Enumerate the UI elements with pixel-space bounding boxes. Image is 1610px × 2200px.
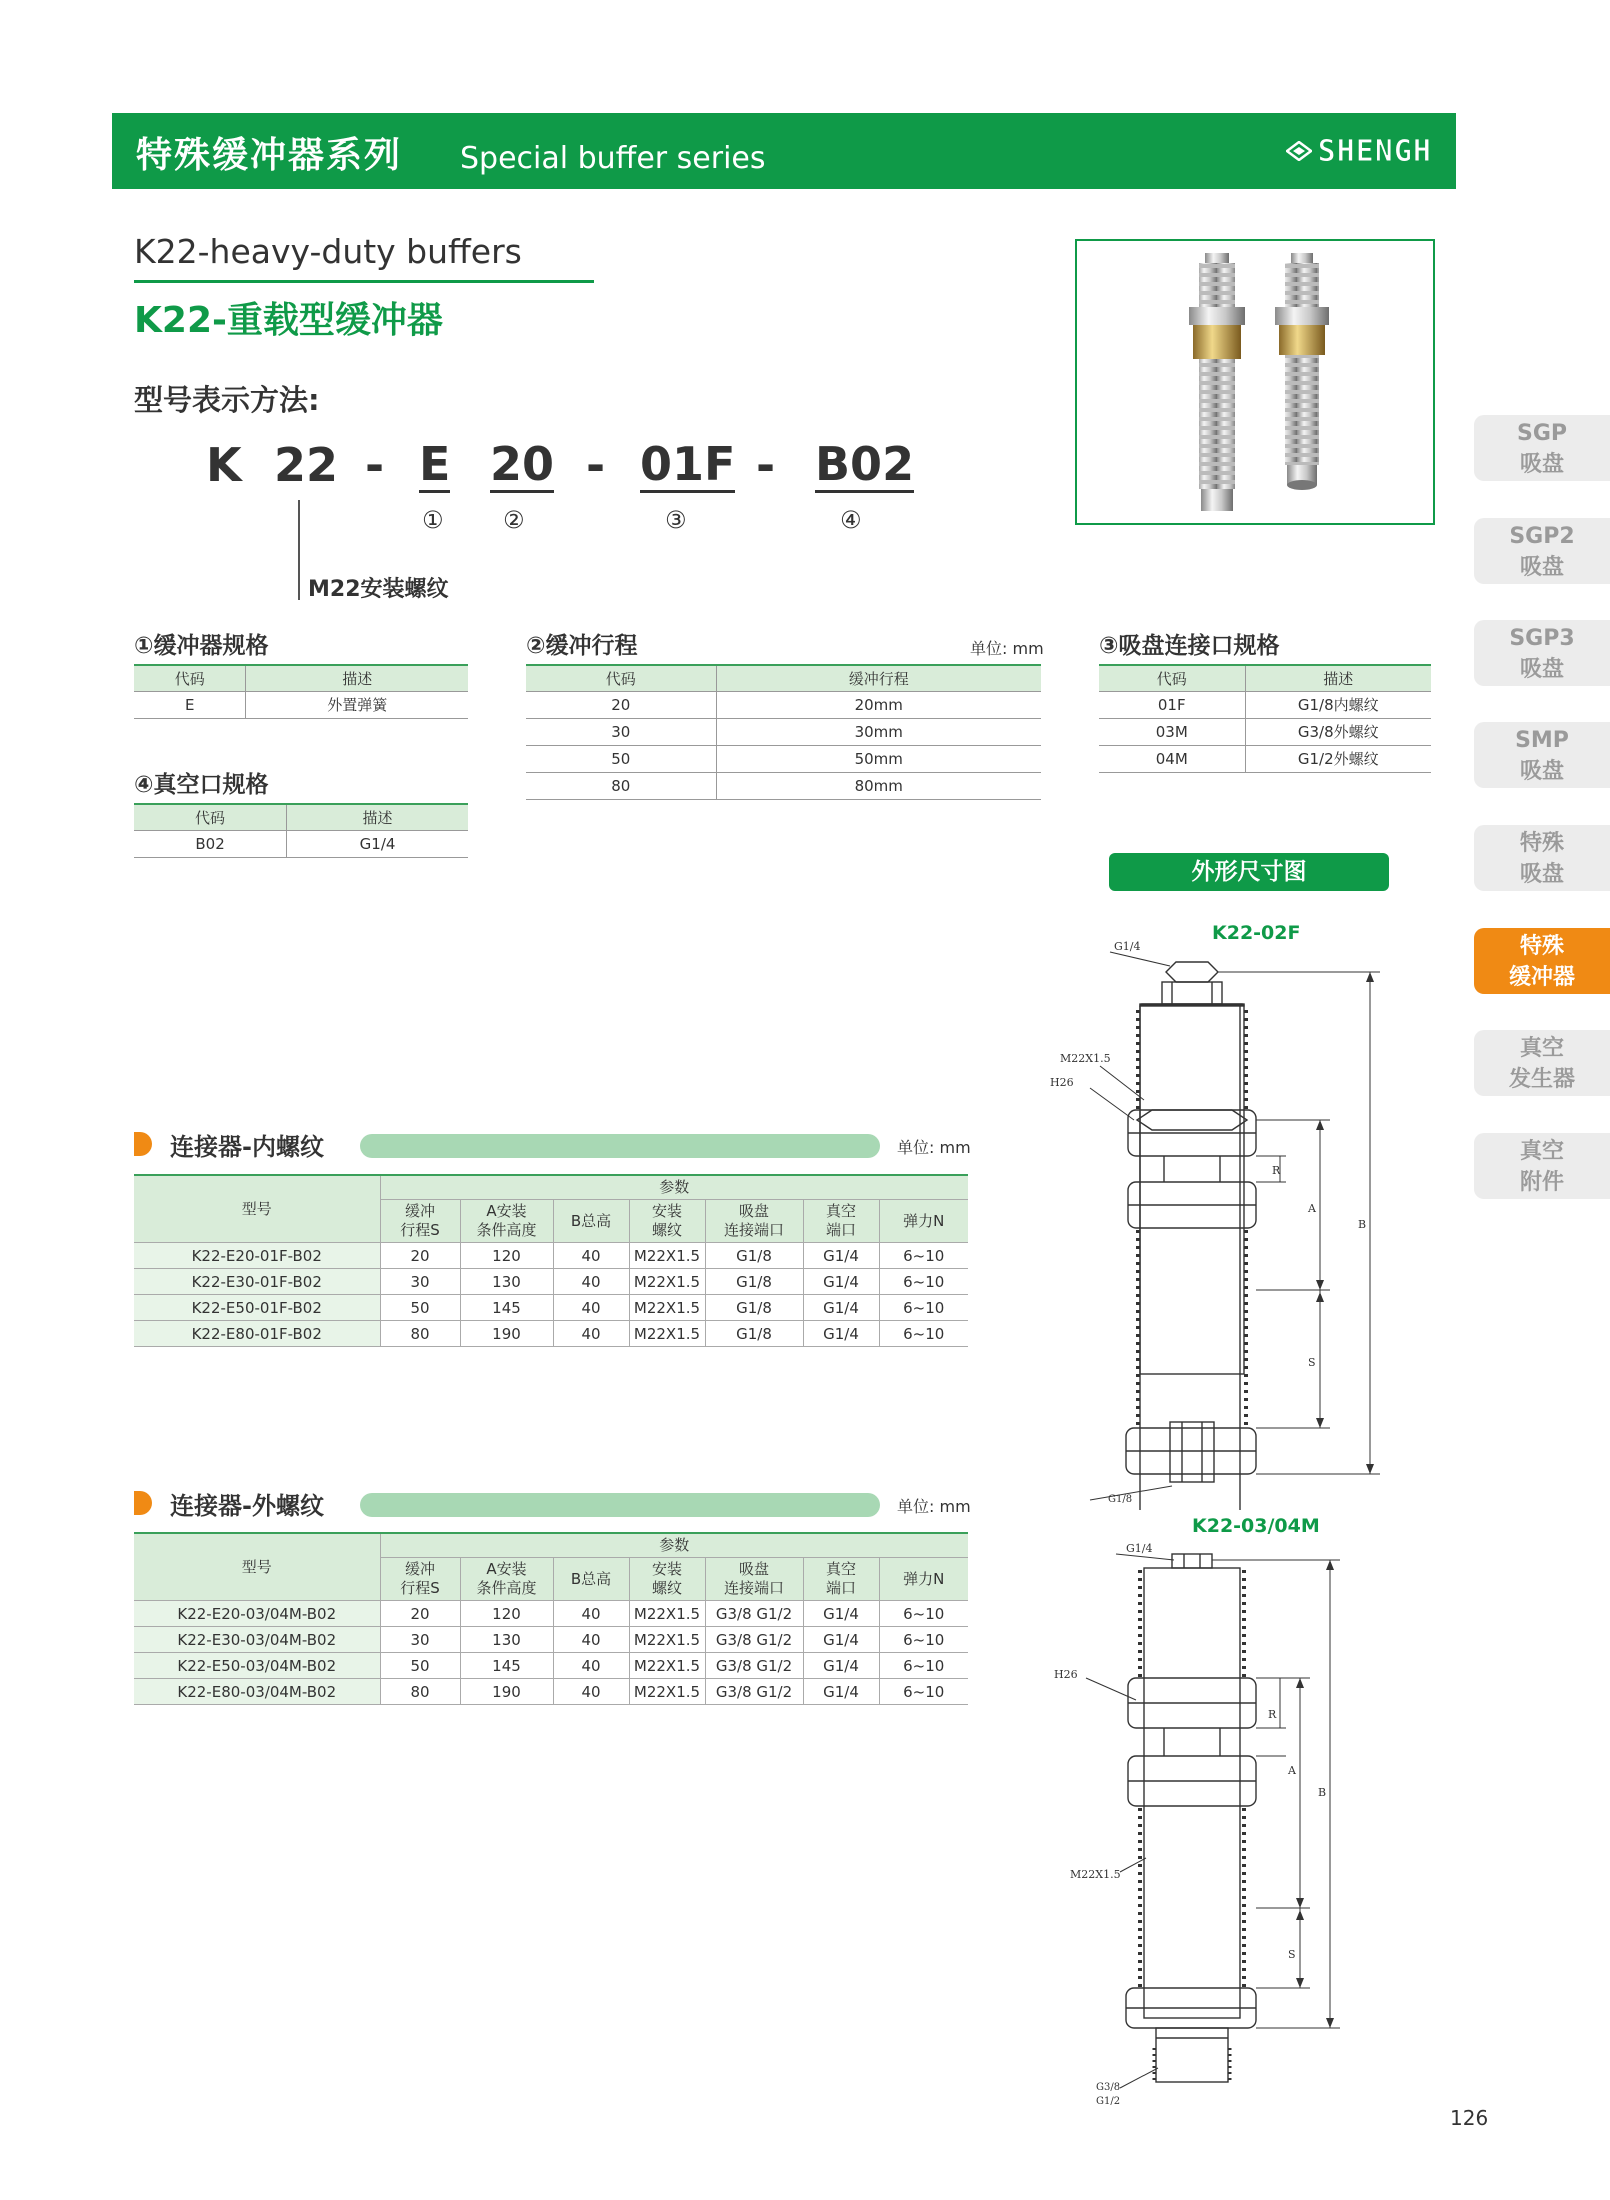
cell: 80mm — [716, 772, 1041, 799]
drawing2-label-r: R — [1268, 1708, 1277, 1721]
side-tab-sgp[interactable] — [1474, 415, 1610, 481]
inner-thread-section-header — [134, 1127, 994, 1161]
table-row — [134, 1653, 968, 1679]
cell: 01F — [1099, 691, 1245, 718]
cell: E — [134, 691, 246, 718]
cell: 130 — [460, 1269, 553, 1295]
header-line: 安装 — [651, 1202, 682, 1220]
side-tab-sgp3[interactable] — [1474, 620, 1610, 686]
col-header: 描述 — [1245, 665, 1431, 691]
cell: 20 — [380, 1601, 460, 1627]
outer-thread-title: 连接器-外螺纹 — [170, 1492, 324, 1520]
cell: 50 — [380, 1653, 460, 1679]
header-line: 缓冲 — [404, 1202, 435, 1220]
drawing2-label-bottom2: G1/2 — [1096, 2096, 1121, 2107]
thread-note-leader — [298, 500, 300, 600]
drawing2-label-hex: H26 — [1054, 1668, 1078, 1681]
cell: G1/4 — [803, 1295, 879, 1321]
side-tab-sgp2[interactable] — [1474, 518, 1610, 584]
side-tab-line2: 吸盘 — [1519, 657, 1564, 682]
table-row — [526, 772, 1041, 799]
page-number: 126 — [1450, 2106, 1489, 2130]
col-header — [380, 1558, 460, 1601]
col-header — [705, 1200, 803, 1243]
side-tab-line1: 真空 — [1519, 1036, 1564, 1061]
header-line: 螺纹 — [651, 1579, 682, 1597]
header-line: A安装 — [486, 1560, 527, 1578]
table-row — [526, 718, 1041, 745]
header-line: A安装 — [486, 1202, 527, 1220]
cell: G1/4 — [287, 830, 468, 857]
cell: 6~10 — [879, 1679, 968, 1705]
table-row — [526, 691, 1041, 718]
table-row — [134, 1679, 968, 1705]
circle-4: ④ — [840, 506, 862, 534]
header-line: 行程S — [400, 1579, 440, 1597]
model-code-dash-1: - — [365, 438, 385, 492]
product-photo — [1075, 239, 1435, 525]
buffer-photo-illustration — [1077, 241, 1433, 523]
cell: 40 — [553, 1321, 629, 1347]
table-row — [134, 830, 468, 857]
spec2-unit: 单位: mm — [970, 639, 1044, 658]
side-tab-line2: 吸盘 — [1519, 862, 1564, 887]
header-line: 真空 — [825, 1202, 856, 1220]
drawing2-label-s: S — [1288, 1948, 1296, 1961]
header-line: 条件高度 — [476, 1221, 537, 1239]
cell: 30 — [526, 718, 716, 745]
cell: G1/8 — [705, 1321, 803, 1347]
cell: 50 — [380, 1295, 460, 1321]
cell: 40 — [553, 1627, 629, 1653]
header-line: 螺纹 — [651, 1221, 682, 1239]
cell: G1/8 — [705, 1243, 803, 1269]
cell: G3/8 G1/2 — [705, 1627, 803, 1653]
cell: M22X1.5 — [629, 1653, 705, 1679]
cell: 40 — [553, 1601, 629, 1627]
cell: 20 — [526, 691, 716, 718]
thread-note: M22安装螺纹 — [308, 577, 449, 602]
side-tab-special-buffers[interactable] — [1474, 928, 1610, 994]
cell: 40 — [553, 1653, 629, 1679]
col-header: 缓冲行程 — [716, 665, 1041, 691]
cell: 6~10 — [879, 1601, 968, 1627]
header-line: 端口 — [825, 1221, 856, 1239]
cell: 80 — [380, 1321, 460, 1347]
title-underline — [134, 280, 594, 283]
col-header: 描述 — [287, 804, 468, 830]
col-header: 代码 — [134, 804, 287, 830]
side-tab-special-cups[interactable] — [1474, 825, 1610, 891]
spec3-table — [1099, 664, 1431, 773]
cell: G1/2外螺纹 — [1245, 745, 1431, 772]
model-code-b02: B02 — [815, 437, 915, 491]
drawing2-label-b: B — [1318, 1786, 1327, 1799]
buffer-left — [1189, 253, 1245, 511]
cell: 190 — [460, 1679, 553, 1705]
spec4-table — [134, 803, 468, 858]
cell: G3/8外螺纹 — [1245, 718, 1431, 745]
model-cell: K22-E30-03/04M-B02 — [134, 1627, 380, 1653]
drawing1-label-a: A — [1308, 1202, 1316, 1215]
cell: 130 — [460, 1627, 553, 1653]
drawing-k22-03-04m — [1040, 1528, 1410, 2118]
cell: 6~10 — [879, 1627, 968, 1653]
header-line: 条件高度 — [476, 1579, 537, 1597]
cell: M22X1.5 — [629, 1295, 705, 1321]
side-tab-line2: 附件 — [1519, 1170, 1564, 1195]
cell: 6~10 — [879, 1269, 968, 1295]
col-header: 代码 — [526, 665, 716, 691]
cell: 04M — [1099, 745, 1245, 772]
side-tab-line2: 吸盘 — [1519, 759, 1564, 784]
model-cell: K22-E30-01F-B02 — [134, 1269, 380, 1295]
cell: 6~10 — [879, 1295, 968, 1321]
outer-thread-unit: 单位: mm — [897, 1497, 971, 1516]
product-title-cn: K22-重载型缓冲器 — [134, 300, 443, 341]
cell: M22X1.5 — [629, 1601, 705, 1627]
header-line: 吸盘 — [738, 1202, 769, 1220]
side-tab-smp[interactable] — [1474, 722, 1610, 788]
drawing2-label-a: A — [1288, 1764, 1296, 1777]
spec4-title: ④真空口规格 — [134, 772, 269, 798]
side-tab-vacuum-generator[interactable] — [1474, 1030, 1610, 1096]
model-code-20: 20 — [490, 437, 555, 491]
model-header: 型号 — [134, 1175, 380, 1243]
model-code-k: K — [206, 438, 242, 492]
spring-coils — [1140, 1570, 1244, 2082]
drawing2-title: K22-03/04M — [1192, 1515, 1320, 1537]
cell: M22X1.5 — [629, 1627, 705, 1653]
cell: M22X1.5 — [629, 1679, 705, 1705]
cell: G1/8 — [705, 1295, 803, 1321]
col-header: 弹力N — [879, 1558, 968, 1601]
cell: 30 — [380, 1269, 460, 1295]
cell: G1/4 — [803, 1601, 879, 1627]
col-header — [629, 1558, 705, 1601]
cell: 6~10 — [879, 1653, 968, 1679]
table-row — [134, 1243, 968, 1269]
cell: G1/8内螺纹 — [1245, 691, 1431, 718]
series-title: 特殊缓冲器系列 — [136, 135, 403, 176]
side-tab-line1: 特殊 — [1519, 934, 1564, 959]
drawing1-label-bottom: G1/8 — [1108, 1494, 1133, 1505]
cell: 30mm — [716, 718, 1041, 745]
model-cell: K22-E80-03/04M-B02 — [134, 1679, 380, 1705]
spec1-table — [134, 664, 468, 719]
cell: G1/4 — [803, 1679, 879, 1705]
drawing-k22-02f — [1040, 930, 1410, 1510]
cell: 80 — [526, 772, 716, 799]
model-header: 型号 — [134, 1533, 380, 1601]
cell: M22X1.5 — [629, 1321, 705, 1347]
col-header: 代码 — [1099, 665, 1245, 691]
cell: 50 — [526, 745, 716, 772]
cell: G1/4 — [803, 1627, 879, 1653]
cell: 145 — [460, 1653, 553, 1679]
cell: G1/4 — [803, 1269, 879, 1295]
table-row — [134, 1295, 968, 1321]
cell: 20mm — [716, 691, 1041, 718]
cell: 40 — [553, 1679, 629, 1705]
section-marker — [134, 1132, 152, 1156]
header-line: 连接端口 — [723, 1579, 784, 1597]
cell: B02 — [134, 830, 287, 857]
brand-logo — [1286, 133, 1432, 169]
cell: G3/8 G1/2 — [705, 1679, 803, 1705]
cell: G3/8 G1/2 — [705, 1653, 803, 1679]
model-code-dash-3: - — [756, 438, 776, 492]
diamond-logo-icon — [1286, 141, 1312, 161]
col-header — [803, 1200, 879, 1243]
side-tab-line2: 吸盘 — [1519, 452, 1564, 477]
side-tab-vacuum-accessories[interactable] — [1474, 1133, 1610, 1199]
side-tab-line2: 缓冲器 — [1508, 965, 1575, 990]
drawing2-label-thread: M22X1.5 — [1070, 1868, 1121, 1881]
col-header — [380, 1200, 460, 1243]
table-row — [134, 1269, 968, 1295]
cell: 120 — [460, 1243, 553, 1269]
header-line: 真空 — [825, 1560, 856, 1578]
drawing1-label-b: B — [1358, 1218, 1367, 1231]
buffer-right — [1275, 253, 1329, 490]
cell: G3/8 G1/2 — [705, 1601, 803, 1627]
drawing1-label-r: R — [1272, 1164, 1281, 1177]
series-subtitle: Special buffer series — [460, 141, 766, 176]
table-row — [134, 691, 468, 718]
table-row — [134, 1627, 968, 1653]
table-row — [1099, 718, 1431, 745]
cell: 50mm — [716, 745, 1041, 772]
spec2-table — [526, 664, 1041, 800]
header-line: 缓冲 — [404, 1560, 435, 1578]
side-tab-line2: 发生器 — [1508, 1067, 1575, 1092]
dimension-drawing-label: 外形尺寸图 — [1109, 853, 1389, 891]
col-header — [460, 1200, 553, 1243]
col-header: 代码 — [134, 665, 246, 691]
cell: G1/4 — [803, 1321, 879, 1347]
side-tab-line2: 吸盘 — [1519, 555, 1564, 580]
cell: 03M — [1099, 718, 1245, 745]
cell: 30 — [380, 1627, 460, 1653]
spec3-title: ③吸盘连接口规格 — [1099, 633, 1280, 659]
circle-3: ③ — [665, 506, 687, 534]
param-header: 参数 — [380, 1533, 968, 1558]
col-header: B总高 — [553, 1558, 629, 1601]
col-header — [803, 1558, 879, 1601]
model-cell: K22-E50-01F-B02 — [134, 1295, 380, 1321]
side-tab-line1: 真空 — [1519, 1139, 1564, 1164]
cell: G1/4 — [803, 1243, 879, 1269]
model-cell: K22-E20-03/04M-B02 — [134, 1601, 380, 1627]
col-header — [705, 1558, 803, 1601]
drawing1-label-s: S — [1308, 1356, 1316, 1369]
side-tab-line1: SMP — [1515, 728, 1569, 753]
drawing1-title: K22-02F — [1212, 922, 1301, 944]
model-cell: K22-E80-01F-B02 — [134, 1321, 380, 1347]
spec2-title: ②缓冲行程 — [526, 633, 638, 659]
cell: 外置弹簧 — [246, 691, 468, 718]
inner-thread-unit: 单位: mm — [897, 1138, 971, 1157]
spring-coils — [1138, 1010, 1246, 1428]
header-banner — [112, 113, 1456, 189]
param-header: 参数 — [380, 1175, 968, 1200]
header-line: 吸盘 — [738, 1560, 769, 1578]
cell: 6~10 — [879, 1321, 968, 1347]
col-header: 描述 — [246, 665, 468, 691]
table-row — [526, 745, 1041, 772]
cell: 120 — [460, 1601, 553, 1627]
outer-thread-section-header — [134, 1486, 994, 1520]
spec1-title: ①缓冲器规格 — [134, 633, 269, 659]
model-cell: K22-E50-03/04M-B02 — [134, 1653, 380, 1679]
cell: 40 — [553, 1295, 629, 1321]
cell: 80 — [380, 1679, 460, 1705]
table-row — [134, 1321, 968, 1347]
col-header — [460, 1558, 553, 1601]
cell: G1/4 — [803, 1653, 879, 1679]
cell: 20 — [380, 1243, 460, 1269]
inner-thread-table — [134, 1174, 968, 1347]
header-line: 连接端口 — [723, 1221, 784, 1239]
col-header: 弹力N — [879, 1200, 968, 1243]
inner-thread-title: 连接器-内螺纹 — [170, 1133, 324, 1161]
header-line: 端口 — [825, 1579, 856, 1597]
model-notation-label: 型号表示方法: — [134, 383, 320, 417]
table-row — [1099, 691, 1431, 718]
model-code-e: E — [419, 437, 451, 491]
drawing1-label-top: G1/4 — [1114, 940, 1141, 953]
side-tab-line1: SGP2 — [1509, 524, 1575, 549]
cell: 40 — [553, 1269, 629, 1295]
cell: 145 — [460, 1295, 553, 1321]
drawing1-label-thread: M22X1.5 — [1060, 1052, 1111, 1065]
outer-thread-table — [134, 1532, 968, 1705]
col-header — [629, 1200, 705, 1243]
model-cell: K22-E20-01F-B02 — [134, 1243, 380, 1269]
section-bar — [360, 1493, 880, 1517]
cell: 6~10 — [879, 1243, 968, 1269]
side-tab-line1: SGP — [1516, 421, 1568, 446]
cell: 190 — [460, 1321, 553, 1347]
section-bar — [360, 1134, 880, 1158]
drawing1-label-hex: H26 — [1050, 1076, 1074, 1089]
circle-2: ② — [503, 506, 525, 534]
side-tab-line1: SGP3 — [1509, 626, 1575, 651]
section-marker — [134, 1491, 152, 1515]
cell: G1/8 — [705, 1269, 803, 1295]
model-code-dash-2: - — [586, 438, 606, 492]
table-row — [1099, 745, 1431, 772]
product-title-en: K22-heavy-duty buffers — [134, 232, 522, 271]
drawing2-label-bottom1: G3/8 — [1096, 2082, 1121, 2093]
model-code-22: 22 — [274, 438, 339, 492]
cell: M22X1.5 — [629, 1269, 705, 1295]
circle-1: ① — [422, 506, 444, 534]
col-header: B总高 — [553, 1200, 629, 1243]
cell: M22X1.5 — [629, 1243, 705, 1269]
brand-logo-text: SHENGH — [1317, 133, 1432, 169]
drawing2-label-top: G1/4 — [1126, 1542, 1153, 1555]
header-line: 安装 — [651, 1560, 682, 1578]
model-code-01f: 01F — [640, 437, 736, 491]
table-row — [134, 1601, 968, 1627]
side-tab-line1: 特殊 — [1519, 831, 1564, 856]
header-line: 行程S — [400, 1221, 440, 1239]
cell: 40 — [553, 1243, 629, 1269]
